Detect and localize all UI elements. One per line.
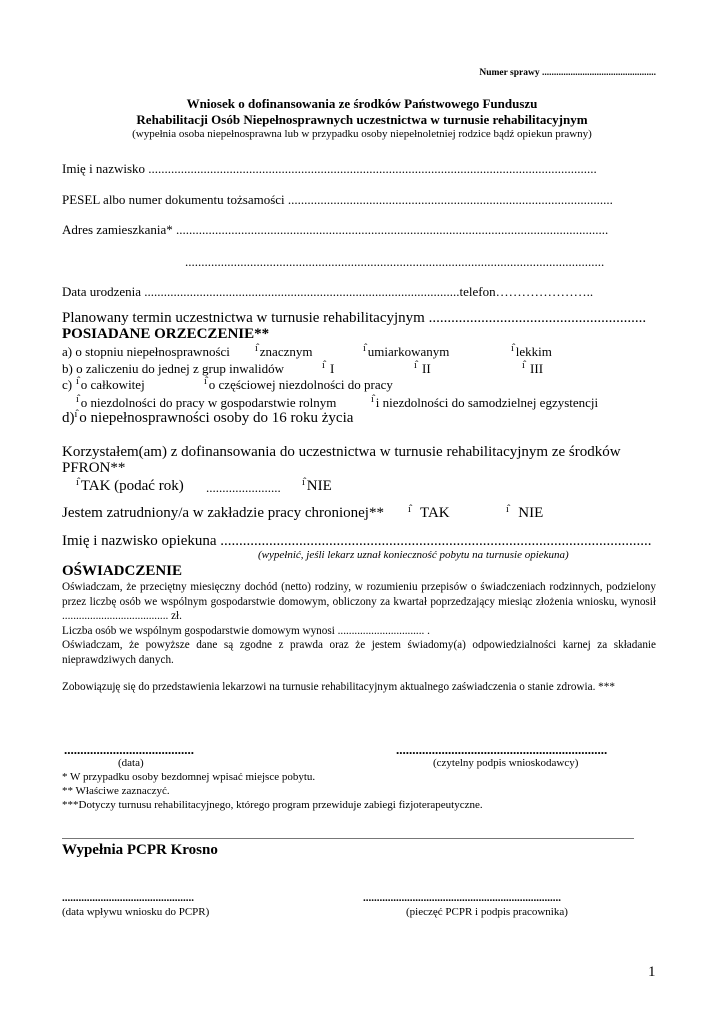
title-line-1: Wniosek o dofinansowania ze środków Państwowego Funduszu — [186, 96, 538, 111]
checkbox-icon: ı̂ — [74, 409, 78, 420]
checkbox-partial-incapacity[interactable]: $^{ı̂}$ o częściowej niezdolności do pracy — [204, 376, 393, 392]
stamp-label: (pieczęć PCPR i podpis pracownika) — [406, 906, 568, 918]
page-number: 1 — [648, 964, 656, 980]
signature-field[interactable]: ................................................................. — [396, 742, 608, 757]
case-number — [479, 68, 656, 78]
pesel-field[interactable]: PESEL albo numer dokumentu tożsamości .................................................................................................... — [62, 192, 613, 207]
footnote-physio: ***Dotyczy turnusu rehabilitacyjnego, którego program przewiduje zabiegi fizjoterapeutyczne. — [62, 799, 483, 811]
date-label: (data) — [118, 757, 144, 769]
birth-date-field — [62, 284, 593, 300]
checkbox-degree-light[interactable]: $^{ı̂}$ lekkim — [511, 343, 552, 359]
checkbox-icon: ı̂ — [414, 360, 417, 371]
divider — [62, 838, 634, 839]
date-field[interactable]: ........................................ — [64, 742, 194, 757]
guardian-note: (wypełnić, jeśli lekarz uznał konieczność pobytu na turnusie opiekuna) — [258, 549, 569, 561]
checkbox-icon: ı̂ — [76, 477, 79, 488]
stamp-field[interactable]: ........................................................................ — [363, 892, 561, 904]
prior-funding-question-1: Korzystałem(am) z dofinansowania do uczestnictwa w turnusie rehabilitacyjnym ze środków — [62, 444, 621, 460]
checkbox-icon: ı̂ — [408, 504, 411, 515]
office-heading: Wypełnia PCPR Krosno — [62, 842, 218, 858]
signature-label: (czytelny podpis wnioskodawcy) — [433, 757, 579, 769]
case-number-label: Numer sprawy — [479, 68, 540, 78]
guardian-field[interactable]: Imię i nazwisko opiekuna ................................................................................................................... — [62, 533, 652, 549]
title-line-2: Rehabilitacji Osób Niepełnosprawnych uczestnictwa w turnusie rehabilitacyjnym — [136, 112, 588, 127]
footnote-homeless: * W przypadku osoby bezdomnej wpisać miejsce pobytu. — [62, 771, 316, 783]
certificate-row-c-prefix: c) — [62, 377, 73, 392]
checkbox-independent-living[interactable]: $^{ı̂}$ i niezdolności do samodzielnej egzystencji — [371, 394, 599, 410]
planned-term-field[interactable]: Planowany termin uczestnictwa w turnusie rehabilitacyjnym .......................................................... — [62, 310, 647, 326]
checkbox-under-16[interactable]: $^{ı̂}$ o niepełnosprawności osoby do 16 roku życia — [74, 409, 354, 426]
checkbox-degree-moderate[interactable]: $^{ı̂}$ umiarkowanym — [363, 343, 450, 359]
checkbox-icon: ı̂ — [363, 343, 366, 354]
checkbox-icon: ı̂ — [371, 394, 374, 405]
checkbox-farm-incapacity[interactable]: $^{ı̂}$ o niezdolności do pracy w gospodarstwie rolnym — [76, 394, 337, 410]
prior-year-field[interactable]: ....................... — [206, 480, 281, 495]
checkbox-group-3[interactable]: $^{ı̂}$ III — [522, 360, 544, 376]
checkbox-icon: ı̂ — [506, 504, 509, 515]
receipt-date-field[interactable]: ................................................ — [62, 892, 194, 904]
checkbox-icon: ı̂ — [302, 477, 305, 488]
certificate-heading: POSIADANE ORZECZENIE** — [62, 326, 270, 342]
employment-question: Jestem zatrudniony/a w zakładzie pracy chronionej** — [62, 505, 384, 521]
checkbox-icon: ı̂ — [522, 360, 525, 371]
certificate-row-b-label: b) o zaliczeniu do jednej z grup inwalidów — [62, 361, 285, 376]
checkbox-group-1[interactable]: $^{ı̂}$ I — [322, 360, 335, 376]
checkbox-prior-no[interactable]: $^{ı̂}$ NIE — [302, 477, 332, 494]
checkbox-group-2[interactable]: $^{ı̂}$ II — [414, 360, 431, 376]
name-field[interactable]: Imię i nazwisko .......................................................................................................................................... — [62, 161, 597, 176]
title-note: (wypełnia osoba niepełnosprawna lub w przypadku osoby niepełnoletniej rodzice bądź opiekun prawny) — [132, 128, 592, 140]
address-field[interactable]: Adres zamieszkania* ..................................................................................................................................... — [62, 222, 609, 237]
checkbox-icon: ı̂ — [511, 343, 514, 354]
checkbox-degree-significant[interactable]: $^{ı̂}$ znacznym — [255, 343, 313, 359]
phone-input[interactable]: telefon………………….. — [459, 284, 594, 299]
checkbox-icon: ı̂ — [76, 376, 79, 387]
declaration-certificate: Zobowiązuję się do przedstawienia lekarzowi na turnusie rehabilitacyjnym aktualnego zaświadczenia o stanie zdrowia. *** — [62, 681, 615, 693]
checkbox-employment-yes[interactable]: $^{ı̂}$ TAK — [408, 504, 450, 521]
case-number-field[interactable]: ................................................ — [542, 68, 656, 78]
declaration-household: Liczba osób we wspólnym gospodarstwie domowym wynosi ............................... . — [62, 625, 430, 637]
declaration-income: Oświadczam, że przeciętny miesięczny dochód (netto) rodziny, w rozumieniu przepisów o świadczeniach rodzinnych, podzielony przez liczbę osób we wspólnym gospodarstwie domowym, obliczony za kwartał poprzedzający miesiąc złożenia wniosku, wynosił ...................................... zł. — [62, 581, 656, 622]
prior-funding-question-2: PFRON** — [62, 460, 126, 476]
declarations-heading: OŚWIADCZENIE — [62, 563, 183, 579]
checkbox-total-incapacity[interactable]: $^{ı̂}$ o całkowitej — [76, 376, 145, 392]
birth-date-input[interactable]: Data urodzenia ................................................................................................. — [62, 284, 460, 299]
footnote-mark: ** Właściwe zaznaczyć. — [62, 785, 170, 797]
row-d-prefix: d) — [62, 410, 75, 426]
checkbox-prior-yes[interactable]: $^{ı̂}$ TAK (podać rok) — [76, 477, 184, 494]
checkbox-icon: ı̂ — [204, 376, 207, 387]
checkbox-icon: ı̂ — [322, 360, 325, 371]
certificate-row-a-label: a) o stopniu niepełnosprawności — [62, 344, 230, 359]
certificate-row-d — [62, 410, 353, 427]
checkbox-employment-no[interactable]: $^{ı̂}$ NIE — [506, 504, 544, 521]
declaration-truth: Oświadczam, że powyższe dane są zgodne z prawda oraz że jestem świadomy(a) odpowiedzialności karnej za składanie nieprawdziwych danych. — [62, 639, 656, 666]
address-continuation-field[interactable]: ................................................................................................................................. — [185, 254, 605, 269]
receipt-date-label: (data wpływu wniosku do PCPR) — [62, 906, 210, 918]
checkbox-icon: ı̂ — [255, 343, 258, 354]
checkbox-icon: ı̂ — [76, 394, 79, 405]
